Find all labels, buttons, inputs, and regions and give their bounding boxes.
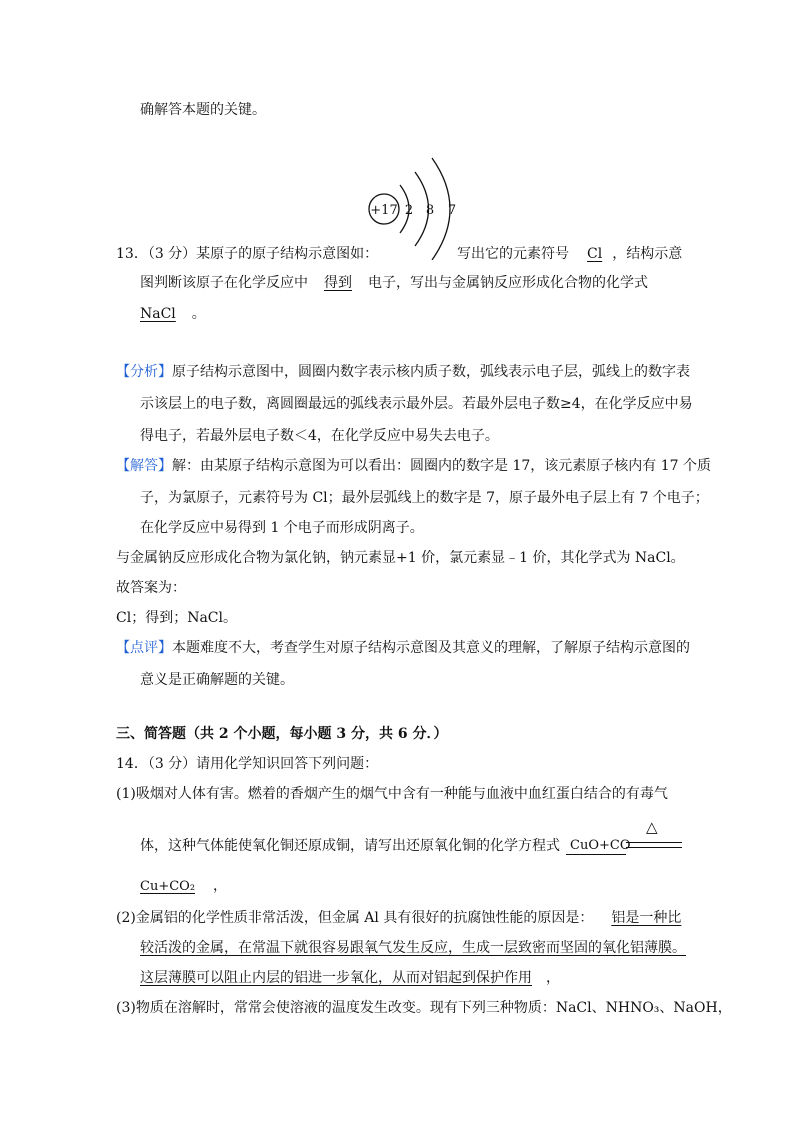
q13-line1-tail — [457, 244, 682, 264]
q13-line2 — [140, 273, 648, 293]
q14-part1-line1: (1)吸烟对人体有害。燃着的香烟产生的烟气中含有一种能与血液中血红蛋白结合的有毒气 — [116, 786, 668, 802]
q13-mid: ，结构示意 — [612, 246, 683, 262]
analysis-line3: 得电子，若最外层电子数＜4，在化学反应中易失去电子。 — [140, 428, 499, 444]
comment-line1 — [116, 638, 690, 658]
comment-line2: 意义是正确解题的关键。 — [140, 672, 294, 688]
intro-line: 确解答本题的关键。 — [140, 102, 266, 118]
analysis-text-1: 原子结构示意图中，圆圈内数字表示核内质子数，弧线表示电子层，弧线上的数字表 — [172, 364, 690, 380]
analysis-line2: 示该层上的电子数，离圆圈最远的弧线表示最外层。若最外层电子数≥4，在化学反应中易 — [140, 396, 693, 412]
solution-tag: 【解答】 — [116, 458, 172, 474]
q14-part2-answer-3: 这层薄膜可以阻止内层的铝进一步氧化，从而对铝起到保护作用 — [140, 970, 532, 986]
q14-part2-end: ， — [546, 970, 560, 986]
equation-underline — [566, 854, 626, 855]
q14-part2-pre: (2)金属铝的化学性质非常活泼，但金属 Al 具有很好的抗腐蚀性能的原因是： — [116, 910, 594, 926]
q13-answer-formula: NaCl — [140, 306, 176, 322]
equation-end: ， — [213, 878, 228, 894]
q14-part3-line1: (3)物质在溶解时，常常会使溶液的温度发生改变。现有下列三种物质：NaCl、NHNO₃、NaOH， — [116, 1000, 732, 1016]
q14-part2-answer-2: 较活泼的金属，在常温下就很容易跟氧气发生反应，生成一层致密而坚固的氧化铝薄膜。 — [140, 940, 686, 956]
heat-symbol-icon: △ — [646, 818, 658, 836]
q13-line3 — [140, 304, 206, 324]
q14-part1-line2: 体，这种气体能使氧化铜还原成铜，请写出还原氧化铜的化学方程式 — [140, 838, 560, 854]
nucleus-charge: +17 — [370, 203, 398, 218]
q13-line3-post: 。 — [191, 306, 206, 322]
q13-line2-post: 电子，写出与金属钠反应形成化合物的化学式 — [368, 275, 648, 291]
solution-line3: 在化学反应中易得到 1 个电子而形成阴离子。 — [140, 520, 424, 536]
analysis-tag: 【分析】 — [116, 364, 172, 380]
q14-part2-line1 — [116, 908, 681, 928]
solution-line6: Cl；得到；NaCl。 — [116, 610, 237, 626]
q14-part2-line3 — [140, 968, 560, 988]
q13-line1-prefix: 13．（3 分）某原子的原子结构示意图如： — [116, 246, 379, 262]
q14-part2-answer-1: 铝是一种比 — [611, 910, 682, 926]
chemical-equation — [566, 818, 682, 862]
shell-electrons-2: 8 — [425, 203, 435, 218]
equation-right: Cu+CO₂ — [140, 879, 196, 894]
solution-line2: 子，为氯原子，元素符号为 Cl；最外层弧线上的数字是 7，原子最外电子层上有 7 个电子； — [140, 490, 709, 506]
shell-electrons-1: 2 — [404, 203, 414, 218]
equals-bar-top — [626, 842, 682, 843]
equals-bar-bottom — [626, 847, 682, 848]
q14-heading: 14．（3 分）请用化学知识回答下列问题： — [116, 756, 379, 772]
shell-electrons-3: 7 — [447, 203, 457, 218]
q13-line2-pre: 图判断该原子在化学反应中 — [140, 275, 308, 291]
solution-text-1: 解：由某原子结构示意图为可以看出：圆圈内的数字是 17，该元素原子核内有 17 个质 — [172, 458, 711, 474]
q13-after-diagram: 写出它的元素符号 — [457, 246, 569, 262]
q14-part1-line3 — [140, 876, 227, 897]
solution-line5: 故答案为： — [116, 580, 186, 596]
solution-line1 — [116, 456, 711, 476]
comment-tag: 【点评】 — [116, 640, 172, 656]
q13-answer-gain: 得到 — [324, 275, 352, 291]
q13-answer-symbol: Cl — [587, 246, 603, 262]
equation-left: CuO+CO — [570, 838, 631, 853]
section-heading: 三、简答题（共 2 个小题，每小题 3 分，共 6 分．） — [116, 726, 448, 742]
comment-text-1: 本题难度不大，考查学生对原子结构示意图及其意义的理解，了解原子结构示意图的 — [172, 640, 690, 656]
solution-line4: 与金属钠反应形成化合物为氯化钠，钠元素显+1 价，氯元素显﹣1 价，其化学式为 NaCl。 — [116, 550, 685, 566]
analysis-line1 — [116, 362, 690, 382]
